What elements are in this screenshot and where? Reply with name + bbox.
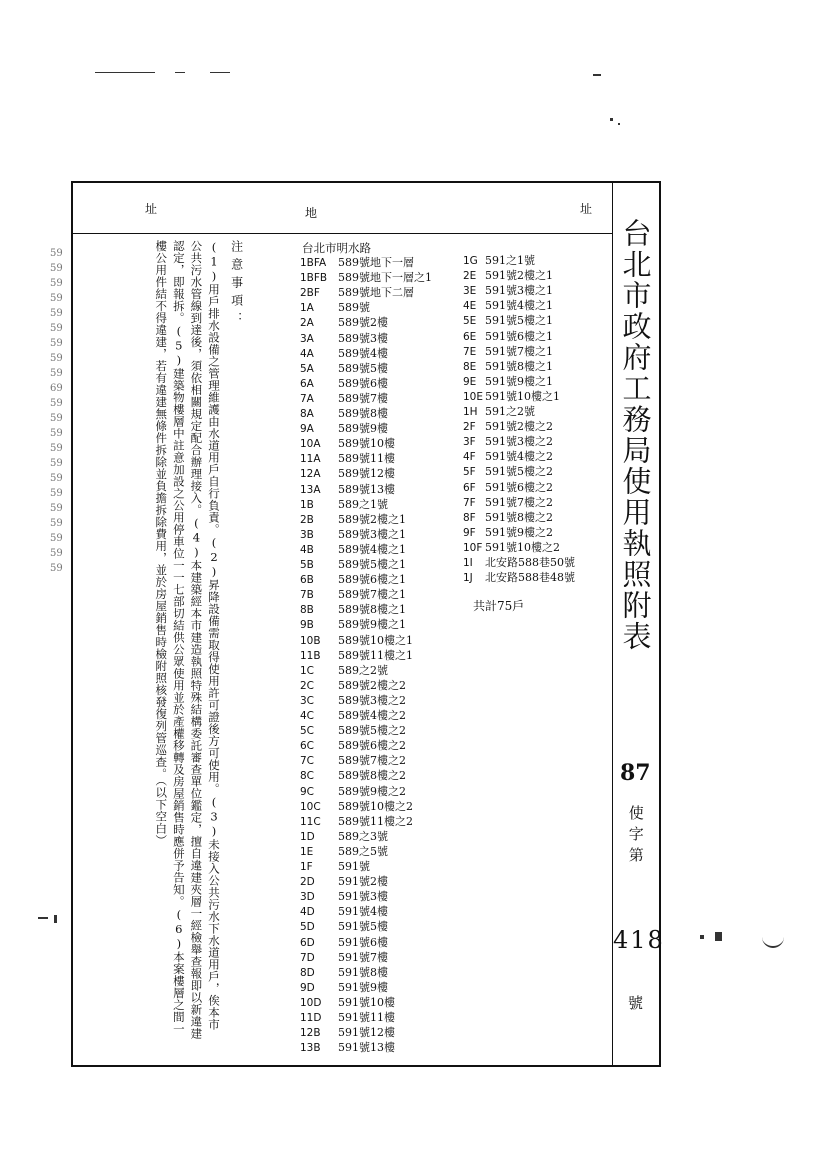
unit-code: 5C bbox=[300, 725, 315, 738]
address-row bbox=[300, 286, 414, 300]
address-row bbox=[463, 269, 553, 283]
unit-code: 2C bbox=[300, 679, 315, 692]
unit-code: 7E bbox=[463, 345, 477, 358]
address-row bbox=[300, 1011, 395, 1025]
address-text: 591號10樓 bbox=[338, 995, 395, 1009]
address-text: 591號10樓之2 bbox=[485, 540, 560, 554]
unit-code: 11D bbox=[300, 1012, 322, 1024]
address-text: 589號2樓 bbox=[338, 316, 388, 330]
address-row bbox=[300, 649, 413, 663]
scan-speck bbox=[593, 74, 601, 76]
unit-code: 5D bbox=[300, 921, 315, 934]
address-text: 591號3樓 bbox=[338, 890, 388, 904]
address-text: 591號 bbox=[338, 860, 370, 873]
unit-code: 7F bbox=[463, 496, 476, 509]
margin-bleed-number: 69 bbox=[50, 383, 63, 394]
address-text: 591之1號 bbox=[485, 254, 535, 267]
address-text: 591號5樓之1 bbox=[485, 314, 553, 328]
unit-code: 3C bbox=[300, 694, 315, 707]
margin-bleed-number: 59 bbox=[50, 308, 63, 319]
address-text: 591號8樓之2 bbox=[485, 510, 553, 524]
unit-code: 6E bbox=[463, 330, 477, 343]
address-text: 589號4樓之1 bbox=[338, 542, 406, 556]
header-rule bbox=[72, 233, 612, 234]
unit-code: 4D bbox=[300, 906, 315, 919]
unit-code: 5E bbox=[463, 315, 477, 328]
license-year: 87 bbox=[620, 760, 651, 786]
address-text: 591號5樓 bbox=[338, 920, 388, 934]
address-row bbox=[300, 800, 413, 814]
address-text: 591號7樓之1 bbox=[485, 344, 553, 358]
unit-code: 8C bbox=[300, 770, 315, 783]
address-text: 591號6樓 bbox=[338, 935, 388, 949]
address-row bbox=[300, 845, 388, 859]
unit-code: 5A bbox=[300, 362, 314, 375]
notes-heading: 注意事項： bbox=[229, 240, 244, 330]
unit-code: 6B bbox=[300, 574, 314, 587]
scan-speck bbox=[715, 932, 722, 941]
unit-code: 1G bbox=[463, 255, 478, 267]
margin-bleed-number: 59 bbox=[50, 563, 63, 574]
margin-bleed-number: 59 bbox=[50, 338, 63, 349]
address-text: 591號2樓 bbox=[338, 875, 388, 889]
unit-code: 9F bbox=[463, 526, 476, 539]
address-text: 589號5樓 bbox=[338, 361, 388, 375]
address-text: 北安路588巷50號 bbox=[485, 556, 575, 569]
address-text: 591號9樓之1 bbox=[485, 374, 553, 388]
scan-speck bbox=[95, 72, 155, 73]
address-text: 591號3樓之2 bbox=[485, 435, 553, 449]
address-row bbox=[300, 362, 388, 376]
margin-bleed-number: 59 bbox=[50, 503, 63, 514]
address-row bbox=[463, 435, 553, 449]
unit-code: 8E bbox=[463, 360, 477, 373]
address-row bbox=[300, 347, 388, 361]
unit-code: 12B bbox=[300, 1027, 321, 1040]
unit-code: 1BFA bbox=[300, 257, 327, 269]
unit-code: 2D bbox=[300, 876, 315, 889]
scan-speck bbox=[38, 917, 48, 919]
unit-code: 4B bbox=[300, 543, 314, 556]
address-row bbox=[300, 769, 406, 783]
unit-code: 6C bbox=[300, 740, 315, 753]
address-text: 589號4樓之2 bbox=[338, 709, 406, 722]
address-row bbox=[300, 966, 388, 980]
address-text: 591之2號 bbox=[485, 405, 535, 418]
unit-code: 4F bbox=[463, 451, 476, 464]
unit-code: 2BF bbox=[300, 287, 320, 300]
address-text: 589號地下一層 bbox=[338, 256, 414, 269]
address-row bbox=[463, 314, 553, 328]
unit-code: 3D bbox=[300, 891, 315, 904]
unit-code: 1I bbox=[463, 557, 473, 569]
address-row bbox=[463, 254, 535, 268]
address-text: 589之3號 bbox=[338, 829, 388, 843]
unit-code: 7B bbox=[300, 589, 314, 602]
address-row bbox=[463, 420, 553, 434]
margin-bleed-number: 59 bbox=[50, 293, 63, 304]
address-row bbox=[300, 316, 388, 330]
margin-bleed-number: 59 bbox=[50, 473, 63, 484]
document-title: 台北市政府工務局使用執照附表 bbox=[618, 218, 653, 652]
margin-bleed-number: 59 bbox=[50, 248, 63, 259]
scan-speck bbox=[54, 915, 57, 923]
address-row bbox=[300, 301, 370, 315]
unit-code: 5F bbox=[463, 466, 476, 479]
address-text: 589號8樓 bbox=[338, 407, 388, 420]
address-row bbox=[300, 1026, 395, 1040]
address-text: 589號8樓之2 bbox=[338, 769, 406, 783]
address-text: 589號5樓之1 bbox=[338, 558, 406, 571]
unit-code: 7D bbox=[300, 951, 315, 964]
margin-bleed-number: 59 bbox=[50, 458, 63, 469]
address-text: 589之2號 bbox=[338, 663, 388, 677]
address-text: 589號8樓之1 bbox=[338, 603, 406, 617]
address-text: 591號5樓之2 bbox=[485, 465, 553, 479]
unit-code: 1F bbox=[300, 861, 313, 873]
address-text: 589之1號 bbox=[338, 497, 388, 511]
license-prefix: 使字第 bbox=[626, 805, 645, 868]
address-row bbox=[463, 526, 553, 540]
unit-code: 2E bbox=[463, 270, 477, 283]
address-row bbox=[300, 543, 406, 557]
address-text: 591號6樓之1 bbox=[485, 329, 553, 343]
address-text: 589號 bbox=[338, 301, 370, 315]
notes-text: (1)用戶排水設備之管理維護由水道用戶自行負責。(2)昇降設備需取得使用許可證後方可使用。(3)未接入公共污水下水道用戶，俟本市公共污水管線到達後，須依相關規定配合辦理接入。(4)本建築經本市建造執照特殊結構委託審查單位鑑定，擅自違建夾層一經檢舉查報即以新違建認定，即報拆。(5)建築物樓層中註意加設之公用停車位一一七部切結供公眾使用並於產權移轉及房屋銷售時應併予告知。(6)本案樓層之間一樓公用件結不得違建，若有違建無條件拆除並負擔拆除費用，並於房屋銷售時檢附照核發復列管巡查。（以下空白） bbox=[154, 240, 221, 1040]
address-text: 589號11樓 bbox=[338, 452, 395, 466]
unit-code: 2A bbox=[300, 317, 314, 330]
unit-code: 4C bbox=[300, 710, 315, 722]
scan-speck bbox=[618, 123, 620, 125]
unit-code: 1D bbox=[300, 830, 315, 843]
address-text: 589號3樓 bbox=[338, 331, 388, 345]
address-text: 591號4樓之2 bbox=[485, 450, 553, 464]
address-text: 589號地下二層 bbox=[338, 286, 414, 300]
unit-code: 7C bbox=[300, 755, 315, 768]
unit-code: 2F bbox=[463, 421, 476, 434]
address-row bbox=[300, 724, 406, 738]
address-row bbox=[300, 1041, 395, 1055]
address-row bbox=[463, 541, 560, 555]
scan-speck bbox=[210, 72, 230, 73]
address-row bbox=[300, 890, 388, 904]
address-row bbox=[463, 465, 553, 479]
header-mid-label: 地 bbox=[305, 206, 318, 220]
address-row bbox=[300, 332, 388, 346]
address-text: 589號7樓之2 bbox=[338, 754, 406, 768]
unit-code: 10D bbox=[300, 996, 322, 1009]
address-row bbox=[463, 481, 553, 495]
address-row bbox=[300, 694, 406, 708]
unit-code: 1J bbox=[463, 572, 473, 585]
address-row bbox=[300, 271, 432, 285]
address-text: 591號7樓 bbox=[338, 950, 388, 964]
scan-speck bbox=[610, 118, 613, 121]
unit-code: 3A bbox=[300, 332, 314, 345]
margin-bleed-number: 59 bbox=[50, 413, 63, 424]
address-row bbox=[463, 556, 575, 570]
unit-code: 1BFB bbox=[300, 272, 328, 285]
margin-bleed-number: 59 bbox=[50, 323, 63, 334]
unit-code: 9C bbox=[300, 785, 315, 798]
unit-code: 10B bbox=[300, 634, 321, 647]
license-suffix: 號 bbox=[628, 994, 644, 1012]
scan-speck bbox=[700, 935, 704, 939]
unit-code: 1H bbox=[463, 406, 478, 418]
address-text: 589號11樓之2 bbox=[338, 814, 413, 828]
unit-code: 8A bbox=[300, 408, 314, 420]
address-row bbox=[300, 905, 388, 919]
unit-code: 9B bbox=[300, 619, 314, 632]
margin-bleed-number: 59 bbox=[50, 368, 63, 379]
license-serial: 418 bbox=[613, 926, 665, 954]
address-text: 591號8樓之1 bbox=[485, 359, 553, 373]
address-text: 589號2樓之2 bbox=[338, 678, 406, 692]
margin-bleed-number: 59 bbox=[50, 488, 63, 499]
address-row bbox=[463, 405, 535, 419]
unit-code: 7A bbox=[300, 392, 314, 405]
address-text: 589號3樓之2 bbox=[338, 693, 406, 707]
address-text: 589號3樓之1 bbox=[338, 527, 406, 541]
address-row bbox=[300, 618, 406, 632]
street-name: 台北市明水路 bbox=[302, 241, 371, 255]
address-text: 589號10樓之2 bbox=[338, 799, 413, 813]
unit-code: 4A bbox=[300, 347, 314, 360]
address-row bbox=[300, 573, 406, 587]
address-text: 591號6樓之2 bbox=[485, 480, 553, 494]
margin-bleed-number: 59 bbox=[50, 518, 63, 529]
address-row bbox=[300, 437, 395, 451]
address-text: 591號2樓之1 bbox=[485, 269, 553, 283]
unit-code: 3B bbox=[300, 528, 314, 541]
address-text: 589號地下一層之1 bbox=[338, 271, 432, 285]
address-text: 589號9樓之2 bbox=[338, 784, 406, 798]
address-text: 591號8樓 bbox=[338, 965, 388, 979]
address-row bbox=[463, 571, 575, 585]
address-row bbox=[300, 528, 406, 542]
unit-code: 1B bbox=[300, 498, 314, 511]
address-row bbox=[300, 603, 406, 617]
unit-code: 10F bbox=[463, 541, 483, 554]
address-row bbox=[463, 450, 553, 464]
margin-bleed-number: 59 bbox=[50, 278, 63, 289]
address-row bbox=[300, 377, 388, 391]
margin-bleed-number: 59 bbox=[50, 443, 63, 454]
address-row bbox=[300, 709, 406, 723]
address-row bbox=[300, 558, 406, 572]
address-text: 589號10樓 bbox=[338, 437, 395, 451]
address-row bbox=[300, 981, 388, 995]
notes-body bbox=[80, 240, 222, 1040]
address-text: 591號9樓 bbox=[338, 980, 388, 994]
unit-code: 5B bbox=[300, 559, 314, 571]
unit-code: 1E bbox=[300, 845, 314, 858]
scan-speck bbox=[175, 72, 185, 73]
address-row bbox=[300, 452, 395, 466]
address-row bbox=[300, 785, 406, 799]
address-row bbox=[300, 679, 406, 693]
address-text: 591號9樓之2 bbox=[485, 525, 553, 539]
address-text: 589號5樓之2 bbox=[338, 724, 406, 738]
address-text: 591號4樓之1 bbox=[485, 299, 553, 313]
unit-code: 13B bbox=[300, 1042, 321, 1055]
header-left-label: 址 bbox=[145, 202, 158, 216]
address-row bbox=[300, 392, 388, 406]
address-row bbox=[300, 664, 388, 678]
margin-bleed-number: 59 bbox=[50, 533, 63, 544]
address-row bbox=[300, 407, 388, 421]
address-text: 591號10樓之1 bbox=[485, 389, 560, 403]
unit-code: 6F bbox=[463, 481, 476, 494]
address-row bbox=[300, 830, 388, 844]
address-text: 589號6樓 bbox=[338, 376, 388, 390]
unit-code: 10C bbox=[300, 800, 321, 813]
address-row bbox=[300, 483, 395, 497]
address-text: 591號4樓 bbox=[338, 905, 388, 919]
address-row bbox=[463, 299, 553, 313]
header-right-label: 址 bbox=[580, 202, 593, 216]
address-row bbox=[463, 360, 553, 374]
address-text: 589號2樓之1 bbox=[338, 512, 406, 526]
address-text: 591號7樓之2 bbox=[485, 495, 553, 509]
address-row bbox=[300, 422, 388, 436]
address-text: 589號11樓之1 bbox=[338, 648, 413, 662]
scan-arc bbox=[762, 928, 784, 948]
address-text: 589號6樓之1 bbox=[338, 573, 406, 587]
address-row bbox=[300, 815, 413, 829]
address-text: 589號10樓之1 bbox=[338, 633, 413, 647]
unit-code: 8B bbox=[300, 604, 314, 617]
unit-code: 3E bbox=[463, 285, 477, 298]
unit-code: 9D bbox=[300, 981, 315, 994]
address-row bbox=[463, 330, 553, 344]
address-text: 589號9樓 bbox=[338, 422, 388, 436]
margin-bleed-number: 59 bbox=[50, 353, 63, 364]
address-text: 589號7樓 bbox=[338, 391, 388, 405]
address-row bbox=[300, 588, 406, 602]
address-text: 589號13樓 bbox=[338, 482, 395, 496]
address-row bbox=[300, 936, 388, 950]
address-row bbox=[463, 496, 553, 510]
address-text: 591號12樓 bbox=[338, 1026, 395, 1040]
address-text: 591號3樓之1 bbox=[485, 284, 553, 298]
unit-code: 6A bbox=[300, 377, 314, 390]
unit-code: 10A bbox=[300, 438, 321, 451]
address-text: 北安路588巷48號 bbox=[485, 571, 575, 585]
address-row bbox=[300, 996, 395, 1010]
address-row bbox=[463, 284, 553, 298]
address-text: 589號4樓 bbox=[338, 346, 388, 360]
address-row bbox=[300, 951, 388, 965]
address-row bbox=[300, 754, 406, 768]
unit-code: 11C bbox=[300, 815, 321, 828]
unit-code: 4E bbox=[463, 300, 477, 313]
address-row bbox=[463, 345, 553, 359]
unit-code: 2B bbox=[300, 513, 314, 526]
address-row bbox=[300, 860, 370, 874]
unit-code: 12A bbox=[300, 468, 321, 481]
address-row bbox=[300, 920, 388, 934]
address-row bbox=[300, 739, 406, 753]
unit-code: 11A bbox=[300, 453, 321, 466]
address-row bbox=[463, 511, 553, 525]
unit-code: 1C bbox=[300, 664, 315, 677]
unit-code: 8D bbox=[300, 966, 315, 979]
address-text: 589號9樓之1 bbox=[338, 618, 406, 632]
address-row bbox=[463, 375, 553, 389]
unit-code: 1A bbox=[300, 302, 314, 315]
address-row bbox=[300, 634, 413, 648]
margin-bleed-number: 59 bbox=[50, 398, 63, 409]
address-text: 589之5號 bbox=[338, 844, 388, 858]
address-row bbox=[300, 256, 414, 270]
margin-bleed-number: 59 bbox=[50, 428, 63, 439]
address-text: 591號2樓之2 bbox=[485, 420, 553, 434]
address-text: 589號12樓 bbox=[338, 467, 395, 481]
address-row bbox=[300, 513, 406, 527]
unit-code: 9E bbox=[463, 375, 477, 388]
unit-code: 6D bbox=[300, 936, 315, 949]
address-row bbox=[463, 390, 560, 404]
address-text: 589號7樓之1 bbox=[338, 588, 406, 602]
unit-code: 3F bbox=[463, 436, 476, 449]
address-text: 591號11樓 bbox=[338, 1011, 395, 1024]
margin-bleed-number: 59 bbox=[50, 548, 63, 559]
address-row bbox=[300, 498, 388, 512]
unit-code: 9A bbox=[300, 423, 314, 436]
unit-code: 11B bbox=[300, 649, 321, 662]
address-text: 591號13樓 bbox=[338, 1041, 395, 1055]
address-row bbox=[300, 875, 388, 889]
margin-bleed-number: 59 bbox=[50, 263, 63, 274]
unit-code: 10E bbox=[463, 390, 483, 403]
unit-code: 13A bbox=[300, 483, 321, 496]
address-text: 589號6樓之2 bbox=[338, 739, 406, 753]
address-row bbox=[300, 467, 395, 481]
total-count: 共計75戶 bbox=[473, 599, 525, 613]
unit-code: 8F bbox=[463, 511, 476, 524]
